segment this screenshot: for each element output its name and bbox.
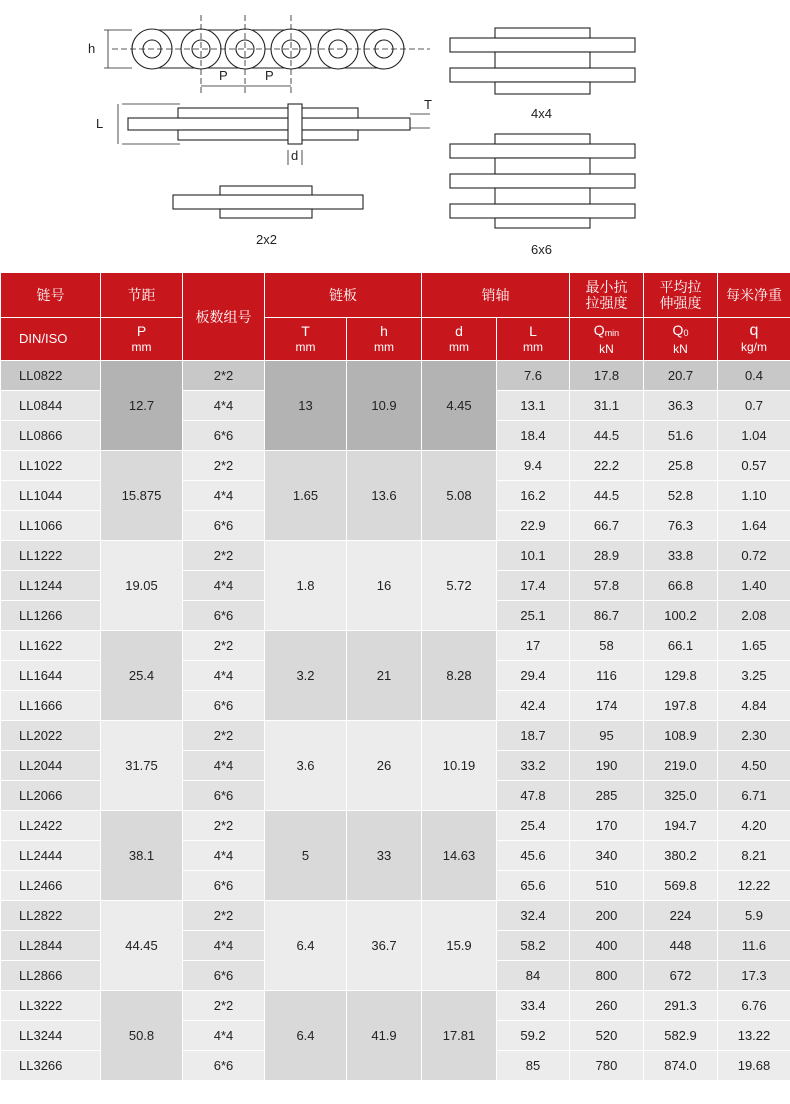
cell-d: 4.45 [422,361,497,451]
label-6x6: 6x6 [531,242,552,257]
cell-pitch: 25.4 [101,631,183,721]
cell-L: 25.1 [497,601,570,631]
cell-model: LL2866 [1,961,101,991]
side-view-chain [104,15,430,95]
cell-L: 45.6 [497,841,570,871]
cell-model: LL1666 [1,691,101,721]
table-row [1,811,790,841]
label-d: d [291,148,299,163]
cell-plates: 2*2 [183,901,265,931]
cell-model: LL1022 [1,451,101,481]
cell-plates: 4*4 [183,1021,265,1051]
header-plates: 板数组号 [183,273,265,361]
cell-L: 22.9 [497,511,570,541]
top-view-chain [118,104,430,165]
cell-L: 17 [497,631,570,661]
cell-q: 3.25 [718,661,790,691]
cell-Qmin: 58 [570,631,644,661]
header-pitch: 节距 [101,273,183,318]
cell-L: 9.4 [497,451,570,481]
cell-L: 18.4 [497,421,570,451]
subheader-d: d mm [422,318,497,361]
cell-q: 2.08 [718,601,790,631]
cell-q: 0.4 [718,361,790,391]
cell-plates: 4*4 [183,481,265,511]
cell-d: 14.63 [422,811,497,901]
cell-h: 36.7 [347,901,422,991]
cell-plates: 4*4 [183,391,265,421]
cell-model: LL2422 [1,811,101,841]
cell-pitch: 50.8 [101,991,183,1081]
cell-Q0: 197.8 [644,691,718,721]
cell-q: 19.68 [718,1051,790,1081]
cell-model: LL1244 [1,571,101,601]
cell-pitch: 19.05 [101,541,183,631]
cell-model: LL1222 [1,541,101,571]
cell-q: 13.22 [718,1021,790,1051]
cell-Qmin: 17.8 [570,361,644,391]
view-4x4 [450,28,635,94]
cell-L: 58.2 [497,931,570,961]
cell-L: 33.4 [497,991,570,1021]
view-2x2 [173,186,363,218]
cell-h: 16 [347,541,422,631]
cell-Qmin: 200 [570,901,644,931]
cell-Q0: 224 [644,901,718,931]
cell-Qmin: 190 [570,751,644,781]
subheader-q: q kg/m [718,318,790,361]
cell-model: LL1622 [1,631,101,661]
cell-L: 16.2 [497,481,570,511]
cell-q: 1.04 [718,421,790,451]
cell-q: 0.7 [718,391,790,421]
cell-L: 59.2 [497,1021,570,1051]
cell-plates: 6*6 [183,781,265,811]
cell-model: LL3266 [1,1051,101,1081]
cell-Qmin: 285 [570,781,644,811]
cell-model: LL0844 [1,391,101,421]
cell-model: LL2044 [1,751,101,781]
cell-q: 17.3 [718,961,790,991]
cell-q: 4.50 [718,751,790,781]
cell-plates: 4*4 [183,751,265,781]
cell-h: 10.9 [347,361,422,451]
cell-q: 12.22 [718,871,790,901]
cell-Qmin: 170 [570,811,644,841]
cell-Q0: 129.8 [644,661,718,691]
cell-Q0: 66.1 [644,631,718,661]
cell-Qmin: 95 [570,721,644,751]
cell-model: LL2822 [1,901,101,931]
cell-q: 6.76 [718,991,790,1021]
cell-Q0: 325.0 [644,781,718,811]
cell-Qmin: 260 [570,991,644,1021]
chain-spec-table [0,272,790,1081]
header-pin: 销轴 [422,273,570,318]
cell-T: 1.8 [265,541,347,631]
cell-L: 18.7 [497,721,570,751]
cell-plates: 2*2 [183,541,265,571]
cell-q: 5.9 [718,901,790,931]
cell-Q0: 76.3 [644,511,718,541]
cell-Qmin: 800 [570,961,644,991]
cell-model: LL2066 [1,781,101,811]
subheader-L: L mm [497,318,570,361]
cell-pitch: 15.875 [101,451,183,541]
header-avg-strength: 平均拉 伸强度 [644,273,718,318]
cell-Q0: 194.7 [644,811,718,841]
subheader-T: T mm [265,318,347,361]
cell-q: 2.30 [718,721,790,751]
cell-T: 3.6 [265,721,347,811]
cell-h: 41.9 [347,991,422,1081]
cell-q: 6.71 [718,781,790,811]
label-T: T [424,97,432,112]
cell-Q0: 582.9 [644,1021,718,1051]
cell-Q0: 108.9 [644,721,718,751]
cell-Q0: 66.8 [644,571,718,601]
cell-Qmin: 340 [570,841,644,871]
cell-T: 6.4 [265,901,347,991]
label-L: L [96,116,104,131]
cell-plates: 6*6 [183,1051,265,1081]
cell-q: 1.10 [718,481,790,511]
cell-plates: 2*2 [183,991,265,1021]
cell-Q0: 448 [644,931,718,961]
cell-q: 11.6 [718,931,790,961]
table-row [1,631,790,661]
cell-h: 21 [347,631,422,721]
cell-plates: 2*2 [183,811,265,841]
label-pitch-1: P [219,68,228,83]
cell-h: 13.6 [347,451,422,541]
label-2x2: 2x2 [256,232,277,247]
cell-model: LL3244 [1,1021,101,1051]
table-row [1,721,790,751]
subheader-model: DIN/ISO [1,318,101,361]
cell-d: 15.9 [422,901,497,991]
label-4x4: 4x4 [531,106,552,121]
cell-model: LL2022 [1,721,101,751]
cell-model: LL0822 [1,361,101,391]
subheader-Q0: Q0 kN [644,318,718,361]
cell-plates: 6*6 [183,421,265,451]
cell-Qmin: 66.7 [570,511,644,541]
cell-Qmin: 44.5 [570,421,644,451]
table-row [1,901,790,931]
cell-Q0: 51.6 [644,421,718,451]
cell-pitch: 31.75 [101,721,183,811]
subheader-h: h mm [347,318,422,361]
cell-plates: 2*2 [183,451,265,481]
cell-Qmin: 780 [570,1051,644,1081]
cell-Q0: 874.0 [644,1051,718,1081]
cell-q: 8.21 [718,841,790,871]
cell-Qmin: 57.8 [570,571,644,601]
cell-model: LL1044 [1,481,101,511]
cell-model: LL1066 [1,511,101,541]
cell-d: 5.72 [422,541,497,631]
cell-Qmin: 400 [570,931,644,961]
cell-L: 47.8 [497,781,570,811]
cell-L: 29.4 [497,661,570,691]
cell-q: 1.64 [718,511,790,541]
cell-h: 26 [347,721,422,811]
cell-L: 65.6 [497,871,570,901]
cell-model: LL1644 [1,661,101,691]
cell-Qmin: 510 [570,871,644,901]
cell-L: 10.1 [497,541,570,571]
cell-Qmin: 86.7 [570,601,644,631]
table-row [1,451,790,481]
cell-d: 10.19 [422,721,497,811]
cell-T: 5 [265,811,347,901]
header-weight: 每米净重 [718,273,790,318]
cell-Qmin: 520 [570,1021,644,1051]
cell-d: 5.08 [422,451,497,541]
cell-model: LL3222 [1,991,101,1021]
cell-plates: 6*6 [183,871,265,901]
cell-T: 13 [265,361,347,451]
cell-model: LL2844 [1,931,101,961]
cell-L: 32.4 [497,901,570,931]
cell-Q0: 291.3 [644,991,718,1021]
cell-plates: 4*4 [183,841,265,871]
cell-L: 17.4 [497,571,570,601]
cell-q: 4.84 [718,691,790,721]
cell-T: 1.65 [265,451,347,541]
cell-L: 42.4 [497,691,570,721]
spec-table-body [1,361,790,1081]
cell-Q0: 569.8 [644,871,718,901]
view-6x6 [450,134,635,228]
label-h: h [88,41,96,56]
cell-model: LL2466 [1,871,101,901]
cell-plates: 4*4 [183,661,265,691]
cell-pitch: 12.7 [101,361,183,451]
cell-Qmin: 28.9 [570,541,644,571]
chain-technical-drawing [0,0,790,270]
cell-Q0: 219.0 [644,751,718,781]
cell-plates: 4*4 [183,931,265,961]
cell-Qmin: 31.1 [570,391,644,421]
subheader-Qmin: Qmin kN [570,318,644,361]
cell-plates: 2*2 [183,361,265,391]
cell-Q0: 36.3 [644,391,718,421]
cell-pitch: 38.1 [101,811,183,901]
cell-pitch: 44.45 [101,901,183,991]
cell-L: 33.2 [497,751,570,781]
table-row [1,991,790,1021]
table-row [1,541,790,571]
cell-Q0: 20.7 [644,361,718,391]
cell-Q0: 25.8 [644,451,718,481]
cell-Q0: 52.8 [644,481,718,511]
cell-plates: 6*6 [183,961,265,991]
cell-d: 17.81 [422,991,497,1081]
cell-q: 4.20 [718,811,790,841]
cell-plates: 6*6 [183,691,265,721]
cell-plates: 6*6 [183,511,265,541]
cell-Q0: 672 [644,961,718,991]
cell-Qmin: 116 [570,661,644,691]
cell-q: 0.72 [718,541,790,571]
header-model: 链号 [1,273,101,318]
cell-Qmin: 22.2 [570,451,644,481]
cell-plates: 6*6 [183,601,265,631]
cell-L: 84 [497,961,570,991]
cell-Q0: 33.8 [644,541,718,571]
cell-T: 3.2 [265,631,347,721]
cell-model: LL1266 [1,601,101,631]
cell-d: 8.28 [422,631,497,721]
cell-plates: 4*4 [183,571,265,601]
cell-Qmin: 44.5 [570,481,644,511]
cell-Q0: 380.2 [644,841,718,871]
cell-Qmin: 174 [570,691,644,721]
cell-plates: 2*2 [183,631,265,661]
table-row [1,361,790,391]
subheader-pitch: P mm [101,318,183,361]
label-pitch-2: P [265,68,274,83]
cell-L: 25.4 [497,811,570,841]
cell-q: 0.57 [718,451,790,481]
cell-L: 85 [497,1051,570,1081]
cell-model: LL2444 [1,841,101,871]
header-plate: 链板 [265,273,422,318]
header-min-strength: 最小抗 拉强度 [570,273,644,318]
cell-L: 13.1 [497,391,570,421]
cell-Q0: 100.2 [644,601,718,631]
cell-L: 7.6 [497,361,570,391]
cell-plates: 2*2 [183,721,265,751]
cell-q: 1.65 [718,631,790,661]
cell-T: 6.4 [265,991,347,1081]
cell-h: 33 [347,811,422,901]
cell-q: 1.40 [718,571,790,601]
cell-model: LL0866 [1,421,101,451]
